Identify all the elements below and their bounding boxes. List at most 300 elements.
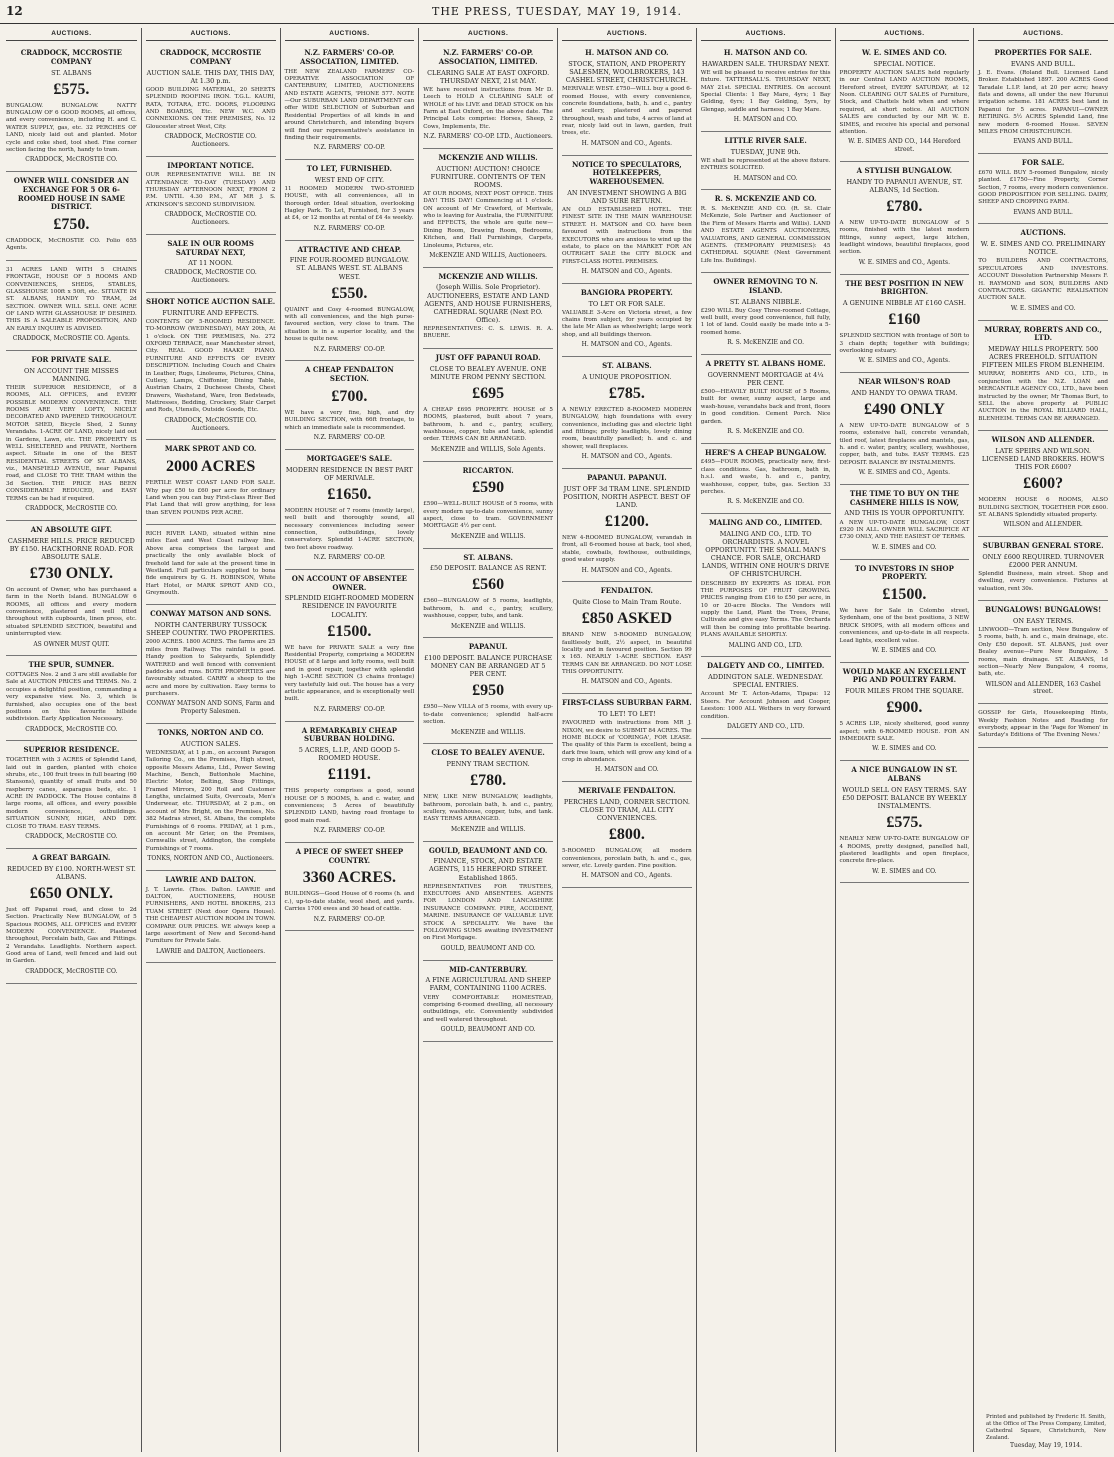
ad-signature: N.Z. FARMERS' CO-OP. <box>313 224 385 232</box>
advertisement <box>285 450 415 570</box>
ad-subheading: CLOSE TO BEALEY AVENUE. ONE MINUTE FROM PENNY SECTION. <box>429 364 547 381</box>
ad-signature: H. MATSON and CO., Agents. <box>581 453 673 461</box>
ad-signature: H. MATSON and CO., Agents. <box>581 341 673 349</box>
ad-body: A NEWLY ERECTED 8-ROOMED MODERN BUNGALOW, high foundations with every convenience, including gas and electric light and fittings; pretty leadlights, lovely dining room, beautifully panelled; h. and c. and shower, wall fireplaces. <box>562 406 692 450</box>
ad-body: 31 ACRES LAND WITH 5 CHAINS FRONTAGE, HOUSE OF 5 ROOMS AND CONVENIENCES, SHEDS, STABLES, GLASSHOUSE 100ft x 50ft, etc. SITUATE IN ST. ALBANS, HANDY TO TRAM, 2d SECTION. OWNER WILL SELL ONE ACRE OF LAND WITH GLASSHOUSE IF DESIRED. THIS IS A SALEABLE PROPOSITION, AND AN EARLY INQUIRY IS ADVISED. <box>6 266 137 332</box>
ad-price: £1200. <box>604 513 649 531</box>
ad-price: £575. <box>886 814 923 832</box>
ad-price: £490 ONLY <box>863 400 945 418</box>
ad-heading: IMPORTANT NOTICE. <box>167 160 254 170</box>
ad-subheading: ON ACCOUNT THE MISSES MANNING. <box>24 366 119 383</box>
ad-body: £950—New VILLA of 5 rooms, with every up-to-date convenience; splendid half-acre section. <box>423 704 553 726</box>
ad-signature: W. E. SIMES and CO. <box>1010 304 1076 312</box>
advertisement <box>562 782 692 888</box>
ad-body: J. E. Evans. (Roland Bull. Licensed Land Broker. Established 1897. 200 ACRES Good Taradale L.I.P. land, at 20 per acre; heavy flats and downs, all under the new Hurunui irrigation scheme. 181 ACRES best land in Papanui for 5 acres. PAPANUI—OWNER RETIRING. 5½ ACRES Splendid Land, fine new modern 6-roomed House. SEVEN MILES FROM CHRISTCHURCH. <box>978 69 1108 135</box>
advertisement <box>423 268 553 349</box>
column-header: AUCTIONS. <box>562 28 692 41</box>
advertisement <box>701 355 831 444</box>
ad-heading: CONWAY MATSON AND SONS. <box>150 609 272 619</box>
ad-body: £495—FOUR ROOMS, practically new, first-class conditions. Gas, bathroom, bath in, h.s.l. and waste, h. and c., pantry, washhouse, copper, tubs, gas. Section 33 perches. <box>700 459 831 495</box>
ad-signature: McKENZIE and WILLIS, Sole Agents. <box>430 445 546 453</box>
ad-body: WE have a very fine, high, and dry BUILDING SECTION, with 66ft frontage, to which an immediate sale is recommended. <box>284 409 415 431</box>
ad-subheading: ADDINGTON SALE. WEDNESDAY. SPECIAL ENTRIES. <box>708 673 824 690</box>
ad-subheading: NORTH CANTERBURY TUSSOCK SHEEP COUNTRY. TWO PROPERTIES. <box>146 621 276 638</box>
advertisement <box>701 190 831 273</box>
ad-price: £160 <box>888 311 921 329</box>
ad-signature: CRADDOCK, McCROSTIE CO. Auctioneers. <box>164 133 257 148</box>
ad-signature: McKENZIE and WILLIS. <box>450 532 526 540</box>
ad-body: WEDNESDAY, at 1 p.m., on account Paragon Tailoring Co., on the Premises, High street, opposite Messrs Adams, Ltd., Power Sewing Machine, Bench, Buttonhole Machine, Electric Motor, Belting, Shop Fittings, Framed Mirrors, 200 Roll and Customer Lengths, unclaimed Suits, Overcoats, Men's Underwear, etc. THURSDAY, at 2 p.m., on account of Mrs Bright, on the Premises, No. 382 Madras street, St. Albans, the complete Furnishings of 6 rooms. FRIDAY, at 1 p.m., on account Mr Grier, on the Premises, Cornwallis street, Addington, the complete Furnishings of 7 rooms. <box>145 749 276 852</box>
ad-body: 5 ACRES LIP., nicely sheltered, good sunny aspect; with 6-ROOMED HOUSE. FOR AN IMMEDIATE SALE. <box>839 721 970 743</box>
advertisement <box>423 462 553 549</box>
ad-subheading: £50 DEPOSIT. BALANCE AS RENT. <box>429 564 547 573</box>
ad-heading: N.Z. FARMERS' CO-OP. ASSOCIATION, LIMITED. <box>299 48 399 66</box>
advertisement <box>423 744 553 841</box>
ad-subheading: HAWARDEN SALE. THURSDAY NEXT. <box>701 59 830 68</box>
ad-price: £950 <box>472 682 505 700</box>
ad-signature: H. MATSON and CO., Agents. <box>581 872 673 880</box>
advertisement <box>840 761 970 883</box>
advertisement <box>6 172 137 261</box>
ad-subheading: AN INVESTMENT SHOWING A BIG AND SURE RETURN. <box>567 188 687 205</box>
ad-body: AT OUR ROOMS, NEXT POST OFFICE. THIS DAY! THIS DAY! Commencing at 1 o'clock. ON account of Mr Crawford, of Merivale, who is leaving for Australia, the FURNITURE and EFFECTS, the whole are quite new—Dining Room, Drawing Room, Bedrooms, Kitchen, and Hall Furnishings, Carpets, Linoleums, Pictures, etc. <box>423 190 553 249</box>
ad-price: £1650. <box>327 485 372 503</box>
ad-subheading: MODERN RESIDENCE IN BEST PART OF MERIVALE. <box>285 465 413 482</box>
advertisement <box>146 525 276 605</box>
ad-heading: MERIVALE FENDALTON. <box>578 786 676 796</box>
ad-heading: MORTGAGEE'S SALE. <box>306 453 393 463</box>
ad-heading: FOR SALE. <box>1021 158 1065 168</box>
ad-signature: DALGETY AND CO., LTD. <box>726 722 805 730</box>
ad-body: NEARLY NEW UP-TO-DATE BUNGALOW OF 4 ROOMS, pretty designed, panelled hall, plastered leadlights and open fireplace, concrete fire-place. <box>839 836 970 865</box>
advertisement <box>562 582 692 694</box>
ad-signature: R. S. McKENZIE and CO. <box>727 427 804 435</box>
ad-heading: LITTLE RIVER SALE. <box>724 135 807 145</box>
ad-subheading: MALING AND CO., LTD. TO ORCHARDISTS. A NOVEL OPPORTUNITY. THE SMALL MAN'S CHANCE. FOR SALE, ORCHARD LANDS, WITHIN ONE HOUR'S DRIVE OF CHRISTCHURCH. <box>701 529 830 579</box>
column-7 <box>835 28 974 1452</box>
ad-price: £550. <box>331 284 368 302</box>
ad-subheading: PERCHES LAND, CORNER SECTION. CLOSE TO TRAM, ALL CITY CONVENIENCES. <box>563 797 690 823</box>
advertisement <box>562 44 692 156</box>
advertisement <box>562 156 692 284</box>
ad-signature: N.Z. FARMERS' CO-OP. LTD., Auctioneers. <box>423 133 553 140</box>
ad-signature: CRADDOCK, McCROSTIE CO. Auctioneers. <box>164 211 257 227</box>
ad-heading: CRADDOCK, MCCROSTIE COMPANY <box>20 48 123 66</box>
ad-signature: McKENZIE AND WILLIS, Auctioneers. <box>429 251 547 259</box>
ad-signature: McKENZIE and WILLIS. <box>450 728 526 736</box>
ad-signature: WILSON and ALLENDER, 163 Cashel street. <box>985 680 1101 696</box>
ad-subheading: GOVERNMENT MORTGAGE at 4¼ PER CENT. <box>707 370 824 387</box>
ad-subheading: MEDWAY HILLS PROPERTY. 500 ACRES FREEHOLD. SITUATION FIFTEEN MILES FROM BLENHEIM. <box>981 345 1105 370</box>
ad-body: A NEW UP-TO-DATE BUNGALOW of 5 rooms, finished with the latest modern fittings, sunny aspect, large kitchen, leadlight windows, beautiful fireplaces, good section. <box>839 219 970 256</box>
newspaper-title: THE PRESS, TUESDAY, MAY 19, 1914. <box>432 5 682 18</box>
ad-price: £780. <box>470 772 507 790</box>
ad-price: £600? <box>1023 475 1064 493</box>
ad-body: CONTENTS OF 5-ROOMED RESIDENCE. TO-MORROW (WEDNESDAY), MAY 20th, At 1 o'clock. ON THE PREMISES, No. 272 OXFORD TERRACE, near Manchester street, City. REAL GOOD HAAKE PIANO. FURNITURE AND EFFECTS OF EVERY DESCRIPTION. Including Couch and Chairs in Leather, Rugs, Linoleums, Pictures, China, Cutlery, Lamps, Chiffonier, Dining Table, Austrian Chairs, 2 Duchesse Chests, Chest Drawers, Washstand, Ware, Iron Bedsteads, Mattresses, Bedding, Crockery, Stair Carpet and Rods, Utensils, Outside Goods, Etc. <box>145 318 276 414</box>
ad-body: REPRESENTATIVES FOR TRUSTEES, EXECUTORS AND ABSENTEES. AGENTS FOR LONDON AND LANCASHIRE INSURANCE COMPANY. FIRE, ACCIDENT, MARINE. INSURANCE OF VALUABLE LIVE STOCK A SPECIALITY. We have the FOLLOWING SUMS awaiting INVESTMENT on First Mortgage. <box>423 883 553 942</box>
ad-subheading: TO LET OR FOR SALE. <box>588 299 666 308</box>
ad-signature: N.Z. FARMERS' CO-OP. <box>313 554 385 562</box>
ad-body: £290 WILL Buy Cosy Three-roomed Cottage, well built, every good convenience, full fully, 1 lot of land. Could easily be made into a 5-roomed home. <box>700 307 831 336</box>
ad-body: REPRESENTATIVES: C. S. LEWIS. R. A. BRUERE. <box>423 326 553 340</box>
ad-price: £590 <box>472 479 505 497</box>
ad-body: TOGETHER with 3 ACRES of Splendid Land, laid out in garden, planted with choice shrubs, etc., 100 fruit trees in full bearing (60 Stansons), quantity of small fruits and 50 raspberry canes, asparagus beds, etc. 1 ACRE IN PADDOCK. The House contains 8 large rooms, all offices, and every possible modern convenience, outbuildings. SITUATION SUNNY, HIGH, AND DRY. CLOSE TO TRAM. EASY TERMS. <box>6 757 137 830</box>
ad-price: 2000 ACRES <box>165 458 256 476</box>
advertisement <box>978 601 1108 704</box>
ad-subheading: £100 DEPOSIT. BALANCE PURCHASE MONEY CAN BE ARRANGED AT 5 PER CENT. <box>424 654 553 679</box>
ad-signature: CRADDOCK, McCROSTIE CO. <box>25 725 118 733</box>
ad-body: R. S. McKENZIE AND CO. (R. St. Clair McKenzie, Sole Partner and Auctioneer of the Firm of Messrs Harris and Willis). LAND AND ESTATE AGENTS AUCTIONEERS, VALUATORS, AND GENERAL COMMISSION AGENTS. (TEMPORARY PREMISES): 45 CATHEDRAL SQUARE (Next Government Life Ins. Buildings). <box>700 206 831 264</box>
ad-heading: MALING AND CO., LIMITED. <box>709 518 823 528</box>
ad-heading: TO LET, FURNISHED. <box>306 164 392 174</box>
column-2 <box>141 28 280 1452</box>
ad-body: OUR REPRESENTATIVE WILL BE IN ATTENDANCE TO-DAY (TUESDAY) AND THURSDAY AFTERNOON NEXT, FROM 2 P.M. UNTIL 4.30 P.M., AT MR J. S. ATKINSON'S SECOND SUBDIVISION. <box>145 172 276 208</box>
ad-body: On account of Owner, who has purchased a farm in the North Island. BUNGALOW 6 ROOMS, all offices and every modern convenience, plastered and well fitted throughout with cupboards, linen press, etc. situated SPLENDID SECTION, beautiful and uninterrupted view. <box>6 586 137 638</box>
column-header: AUCTIONS. <box>423 28 553 41</box>
ad-signature: R. S. McKENZIE and CO. <box>727 498 804 506</box>
ad-heading: W. E. SIMES AND CO. <box>861 48 947 57</box>
advertisement <box>285 361 415 449</box>
ad-heading: MCKENZIE AND WILLIS. <box>438 271 538 281</box>
ad-signature: H. MATSON and CO., Agents. <box>581 139 673 147</box>
column-1 <box>2 28 141 1452</box>
ad-body: FAVOURED with instructions from MR J. NIXON, we desire to SUBMIT 84 ACRES. The HOME BLOCK of 'CORINGA', FOR LEASE. The quality of this Farm is excellent, being a dark free loam, which will grow any kind of a crop in abundance. <box>562 720 692 764</box>
ad-body: TO BUILDERS AND CONTRACTORS, SPECULATORS AND INVESTORS. ACCOUNT Dissolution Partnership Messrs F. H. RAYMOND and SON, BUILDERS AND CONTRACTORS. GIGANTIC REALISATION AUCTION SALE. <box>978 258 1108 302</box>
ad-heading: THE TIME TO BUY ON THE CASHMERE HILLS IS NOW, <box>849 488 959 507</box>
column-header: AUCTIONS. <box>978 28 1108 41</box>
ad-signature: GOULD, BEAUMONT AND CO. <box>440 944 536 952</box>
ad-heading: JUST OFF PAPANUI ROAD. <box>435 352 541 362</box>
advertisement <box>423 44 553 149</box>
ad-heading: A PIECE OF SWEET SHEEP COUNTRY. <box>295 846 404 865</box>
ad-heading: OWNER WILL CONSIDER AN EXCHANGE FOR 5 OR 6-ROOMED HOUSE IN SAME DISTRICT. <box>13 176 129 212</box>
ad-body: Splendid Business, main street. Shop and dwelling, every convenience. Fixtures at valuation, rent 30s. <box>978 571 1108 592</box>
ad-body: MODERN HOUSE 6 ROOMS, ALSO BUILDING SECTION, TOGETHER FOR £600. ST. ALBANS Splendidly situated property. <box>978 497 1108 518</box>
advertisement <box>285 570 415 722</box>
advertisement <box>840 275 970 374</box>
ad-price: £850 ASKED <box>581 610 672 628</box>
ad-body: J. T. Lawrie. (Thos. Dalton. LAWRIE and DALTON, AUCTIONEERS, HOUSE FURNISHERS, AND HOTEL BROKERS, 213 TUAM STREET (Next door Opera House). THE CHEAPEST AUCTION ROOM IN TOWN. COMPARE OUR PRICES. WE always keep a large assortment of New and Second-hand Furniture for Private Sale. <box>145 886 276 945</box>
ad-body: THEIR SUPERIOR RESIDENCE, of 8 ROOMS, ALL OFFICES, and EVERY POSSIBLE MODERN CONVENIENCE. THE ROOMS ARE VERY LOFTY, NICELY DECORATED AND PAPERED THROUGHOUT. MOTOR SHED, Bicycle Shed, 2 Sunny Verandahs. 1-ACRE OF LAND, nicely laid out in Gardens, Lawn, etc. THE PROPERTY IS WELL SHELTERED and PRIVATE, Northern aspect. Situate in one of the BEST RESIDENTIAL STREETS OF ST. ALBANS, viz., MANSFIELD AVENUE, near Papanui road, and CLOSE TO THE TRAM within the 3d Section. THE PRICE HAS BEEN CONSIDERABLY REDUCED, and EASY TERMS can be had if required. <box>6 384 137 502</box>
advertisement <box>6 521 137 657</box>
ad-body: We have for Sale in Colombo street, Sydenham, one of the best positions, 3 NEW BRICK SHOPS, with all modern offices and conveniences, and up-to-date in all respects. Lead lights, excellent value. <box>839 608 970 644</box>
ad-heading: THE SPUR, SUMNER. <box>28 660 115 670</box>
column-header: AUCTIONS. <box>840 28 970 41</box>
ad-heading: FENDALTON. <box>600 586 653 596</box>
ad-heading: TO INVESTORS IN SHOP PROPERTY. <box>854 563 954 582</box>
ad-heading: CLOSE TO BEALEY AVENUE. <box>431 748 545 758</box>
ad-body: VERY COMFORTABLE HOMESTEAD, comprising 6-roomed dwelling, all necessary outbuildings, etc. Conveniently subdivided and well watered throughout. <box>423 994 553 1023</box>
ad-subheading: AUCTION SALE. THIS DAY, THIS DAY, At 1.30 p.m. <box>146 68 275 85</box>
imprint <box>986 1414 1106 1449</box>
ad-body: COTTAGES Nos. 2 and 3 are still available for Sale at AUCTION PRICES and TERMS. No. 2 occupies a delightful position, commanding a very expansive view. No. 3, which is furnished, also occupies one of the best positions on this favourite hillside subdivision. Early Application Necessary. <box>6 672 137 723</box>
ad-body: NEW 4-ROOMED BUNGALOW, verandah in front, all 6-roomed house at back, tool shed, stable, cowbails, fowlhouse, outbuildings, good water supply. <box>562 535 692 564</box>
advertisement <box>6 351 137 521</box>
ad-subheading: ST. ALBANS <box>51 68 92 77</box>
ad-signature: W. E. SIMES AND CO., 144 Hereford street. <box>848 138 961 154</box>
advertisement <box>840 373 970 485</box>
advertisement <box>146 293 276 440</box>
ad-subheading: A GENUINE NIBBLE AT £160 CASH. <box>842 299 966 308</box>
ad-subheading: TO LET! TO LET! <box>598 710 656 719</box>
ad-price: £1500. <box>327 622 372 640</box>
column-header: AUCTIONS. <box>6 28 137 41</box>
ad-subheading: STOCK, STATION, AND PROPERTY SALESMEN, WOOLBROKERS, 143 CASHEL STREET, CHRISTCHURCH. <box>565 59 688 84</box>
ad-signature: N.Z. FARMERS' CO-OP. <box>313 915 385 923</box>
advertisement <box>978 321 1108 432</box>
ad-heading: ST. ALBANS. <box>602 361 652 371</box>
ad-body: DESCRIBED BY EXPERTS AS IDEAL FOR THE PURPOSES OF FRUIT GROWING. PRICES ranging from £16 to £50 per acre, in 10 or 20-acre Blocks. The Vendors will supply the Land, Plant the Trees, Prune, Cultivate and give easy Terms. The Orchards will then be coming into profitable bearing. PLANS AVAILABLE SHORTLY. <box>700 580 831 639</box>
ad-heading: OWNER REMOVING TO N. ISLAND. <box>713 277 818 295</box>
ad-subheading: SPLENDID EIGHT-ROOMED MODERN RESIDENCE IN FAVOURITE LOCALITY. <box>284 594 414 619</box>
advertisement <box>978 224 1108 320</box>
ad-signature: AS OWNER MUST QUIT. <box>33 640 110 648</box>
ad-body: 5-ROOMED BUNGALOW, all modern conveniences, porcelain bath, h. and c., gas, sewer, etc. Lovely garden. Fine position. <box>562 848 692 870</box>
imprint-date: Tuesday, May 19, 1914. <box>1010 1442 1082 1449</box>
ad-signature: N.Z. FARMERS' CO-OP. <box>313 144 385 152</box>
ad-heading: RICCARTON. <box>462 465 514 475</box>
column-header: AUCTIONS. <box>285 28 415 41</box>
ad-heading: MARK SPROT AND CO. <box>164 444 257 454</box>
column-6 <box>696 28 835 1452</box>
ad-subheading: ONLY £600 REQUIRED. TURNOVER £2000 PER ANNUM. <box>982 552 1104 569</box>
column-header: AUCTIONS. <box>701 28 831 41</box>
ad-subheading: ST. ALBANS NIBBLE. <box>729 297 802 306</box>
ad-heading: A NICE BUNGALOW IN ST. ALBANS <box>851 765 958 783</box>
ad-price: £650 ONLY. <box>29 884 114 902</box>
ad-body: THE NEW ZEALAND FARMERS' CO-OPERATIVE ASSOCIATION OF CANTERBURY, LIMITED, AUCTIONEERS AND ESTATE AGENTS, 'PHONE 577. NOTE—Our SUBURBAN LAND DEPARTMENT can offer WIDE SELECTION of Suburban and Residential Properties of all kinds in and around Christchurch, and intending buyers will find our representative's assistance in finding their requirements. <box>284 68 415 141</box>
ad-signature: W. E. SIMES and CO. <box>872 745 937 753</box>
column-4 <box>418 28 557 1452</box>
advertisement <box>978 431 1108 537</box>
advertisement <box>840 560 970 663</box>
advertisement <box>562 694 692 782</box>
ad-body: AN OLD ESTABLISHED HOTEL. THE FINEST SITE IN THE MAIN WAREHOUSE STREET. H. MATSON and CO. have been favoured with instructions from the EXECUTORS who are anxious to wind up the estate, to place on the MARKET FOR AN OUTRIGHT SALE the CITY BLOCK and FIRST-CLASS HOTEL PREMISES. <box>562 207 692 265</box>
ad-body: VALUABLE 3-Acre on Victoria street, a few chains from subject, for years occupied by the late Mr Allan as wheelwright; large work shop, and all buildings thereon. <box>562 309 692 338</box>
ad-body: FERTILE WEST COAST LAND FOR SALE. Why pay £50 to £60 per acre for ordinary Land when you can buy First-class River Bed Flat Land that will grow anything, for less than SEVEN POUNDS PER ACRE. <box>145 480 276 516</box>
ad-subheading: W. E. SIMES AND CO. PRELIMINARY NOTICE. <box>980 240 1106 257</box>
ad-price: £700. <box>331 387 368 405</box>
ad-subheading: WOULD SELL ON EASY TERMS. SAY £50 DEPOSIT. BALANCE BY WEEKLY INSTALMENTS. <box>841 785 967 810</box>
ad-heading: ATTRACTIVE AND CHEAP. <box>297 244 402 254</box>
ad-body: BRAND NEW 5-ROOMED BUNGALOW, faultlessly built, 2½ aspect, in beautiful locality and in favoured position. Section 99 x 165. NEARLY 1-ACRE SECTION. EASY TERMS CAN BE ARRANGED. DO NOT LOSE THIS OPPORTUNITY. <box>562 632 692 676</box>
advertisement <box>423 349 553 462</box>
ad-body: £500—HEAVILY BUILT HOUSE of 5 Rooms, built for owner, sunny aspect, large and wash-house, verandahs back and front, floors in good condition. Cement Porch. Nice garden. <box>700 389 831 425</box>
advertisement <box>701 444 831 514</box>
ad-body: NEW, LIKE NEW BUNGALOW, leadlights, bathroom, porcelain bath, h. and c., pantry, scullery, washhouse, copper, tubs, and tank. EASY TERMS ARRANGED. <box>423 794 553 823</box>
advertisement <box>6 741 137 848</box>
ad-signature: EVANS AND BULL. <box>1013 138 1073 146</box>
ad-signature: WILSON and ALLENDER. <box>1003 521 1083 529</box>
ad-signature: CRADDOCK, McCROSTIE CO. <box>25 832 118 840</box>
ad-subheading: A FINE AGRICULTURAL AND SHEEP FARM, CONTAINING 1100 ACRES. <box>425 976 551 993</box>
ad-signature: LAWRIE and DALTON, Auctioneers. <box>156 947 266 955</box>
ad-body: MURRAY, ROBERTS AND CO., LTD., in conjunction with the N.Z. LOAN and MERCANTILE AGENCY CO., LTD., have been instructed by the owner, Mr Thomas Burt, to SELL the above property at PUBLIC AUCTION in the ROYAL BILLIARD HALL, BLENHEIM. TERMS CAN BE ARRANGED. <box>978 371 1108 422</box>
ad-heading: NEAR WILSON'S ROAD <box>858 377 951 387</box>
advertisement <box>146 871 276 964</box>
advertisement <box>701 657 831 738</box>
advertisement <box>423 961 553 1042</box>
ad-heading: SHORT NOTICE AUCTION SALE. <box>146 297 276 307</box>
ad-heading: PAPANUI. <box>468 642 508 652</box>
advertisement <box>562 469 692 582</box>
ad-subheading: LATE SPEIRS AND WILSON. LICENSED LAND BROKERS. HOW'S THIS FOR £600? <box>981 446 1105 472</box>
ad-signature: H. MATSON and CO., Agents. <box>581 268 673 276</box>
ad-heading: SALE IN OUR ROOMS SATURDAY NEXT, <box>167 238 254 257</box>
advertisement <box>840 162 970 275</box>
ad-body: LINWOOD—Tram section, New Bungalow of 5 rooms, bath, h. and c., main drainage, etc. Only £50 deposit. ST. ALBANS, just over Bealey avenue—Pure New Bungalow, 5 rooms, main drainage. ST. ALBANS, 1d section—Nearly New Bungalow, 4 rooms, bath, etc. <box>978 627 1108 678</box>
ad-heading: R. S. MCKENZIE AND CO. <box>714 194 817 204</box>
ad-heading: AN ABSOLUTE GIFT. <box>30 524 113 534</box>
ad-price: £900. <box>886 699 923 717</box>
ad-signature: H. MATSON and CO. <box>733 174 798 182</box>
ad-heading: ST. ALBANS. <box>463 552 513 562</box>
advertisement <box>423 842 553 961</box>
masthead <box>0 0 1114 24</box>
ad-body: A NEW UP-TO-DATE BUNGALOW, COST £920 IN ALL. OWNER WILL SACRIFICE AT £730 ONLY, AND THE EASIEST OF TERMS. <box>839 519 970 541</box>
ad-subheading: REDUCED BY £100. NORTH-WEST ST. ALBANS. <box>6 864 136 881</box>
advertisement <box>840 485 970 560</box>
advertisement <box>840 663 970 762</box>
page-number: 12 <box>6 4 23 18</box>
ad-price: £785. <box>608 384 645 402</box>
ad-subheading: AND HANDY TO OPAWA TRAM. <box>851 388 958 397</box>
advertisement <box>6 849 137 984</box>
imprint-text: Printed and published by Frederic H. Smith, at the Office of The Press Company, Limited, Cathedral Square, Christchurch, New Zealand. <box>986 1413 1107 1441</box>
ad-body: A NEW UP-TO-DATE BUNGALOW of 5 rooms, extensive hall, concrete verandah, tiled roof, latest fireplaces and mantels, gas, h. and c. water, pantry, scullery, washhouse, copper, bath, and tubs. EASY TERMS. £25 DEPOSIT. BALANCE BY INSTALMENTS. <box>839 422 970 466</box>
ad-signature: CRADDOCK, McCROSTIE CO. <box>25 504 118 512</box>
ad-heading: NOTICE TO SPECULATORS, HOTELKEEPERS, WAREHOUSEMEN. <box>572 159 682 187</box>
ad-signature: CRADDOCK, McCROSTIE CO. Auctioneers. <box>164 416 257 432</box>
ad-subheading: AND THIS IS YOUR OPPORTUNITY. <box>844 509 965 518</box>
ad-heading: PROPERTIES FOR SALE. <box>994 48 1092 57</box>
ad-heading: AUCTIONS. <box>1020 228 1066 238</box>
ad-subheading: 5 ACRES, L.I.P., AND GOOD 5-ROOMED HOUSE. <box>298 746 400 763</box>
ad-heading: A GREAT BARGAIN. <box>32 852 111 862</box>
ad-subheading: PENNY TRAM SECTION. <box>446 760 530 769</box>
ad-heading: DALGETY AND CO., LIMITED. <box>706 661 825 671</box>
ad-price: £1500. <box>882 586 927 604</box>
ad-subheading: CASHMERE HILLS. PRICE REDUCED BY £150. HACKTHORNE ROAD. FOR ABSOLUTE SALE. <box>7 536 135 561</box>
ad-body: PROPERTY AUCTION SALES held regularly in our Central LAND AUCTION ROOMS, Hereford street, EVERY SATURDAY, at 12 Noon. CLEARING OUT SALES of Furniture, Stock, and Chattels held when and where required, at short notice. All AUCTION SALES are conducted by our MR W. E. SIMES, and receive his special and personal attention. <box>839 69 970 135</box>
ad-body: Just off Papanui road, and close to 2d Section. Practically New BUNGALOW, of 5 Spacious ROOMS, ALL OFFICES and EVERY MODERN CONVENIENCE. Plastered throughout, Porcelain bath, Gas and Fittings. 2 Verandahs. Leadlights. Northern aspect. Good area of Land, well fenced and laid out in Garden. <box>6 906 137 965</box>
ad-heading: H. MATSON AND CO. <box>585 48 669 57</box>
ad-heading: LAWRIE AND DALTON. <box>165 874 256 884</box>
advertisement <box>562 284 692 357</box>
ad-heading: H. MATSON AND CO. <box>723 48 808 57</box>
ad-body: SPLENDID SECTION with frontage of 50ft to 3 chain depth; together with buildings; overlooking estuary. <box>839 333 970 354</box>
ad-signature: W. E. SIMES and CO., Agents. <box>858 469 950 477</box>
ad-heading: THE BEST POSITION IN NEW BRIGHTON. <box>845 278 964 297</box>
advertisement <box>562 357 692 469</box>
ad-body: RICH RIVER LAND, situated within nine miles East and West Coast railway line. Above area comprises the largest and practically the only available block of freehold land for sale at the present time in Westland. Full particulars supplied to bona fide enquirers by G. H. ROBINSON, White Hart Hotel, or MARK SPROT AND CO., Greymouth. <box>145 531 276 596</box>
advertisement <box>146 157 276 235</box>
advertisement <box>285 160 415 241</box>
ad-signature: H. MATSON and CO., Agents. <box>581 566 673 574</box>
ad-price: 3360 ACRES. <box>302 869 397 887</box>
ad-signature: CRADDOCK, McCROSTIE CO. Auctioneers. <box>164 269 257 285</box>
ad-body: WE will be pleased to receive entries for this fixture. TATTERSALL'S. THURSDAY NEXT, MAY 21st. SPECIAL ENTRIES. On account Special Clients: 1 Bay Mare, 4yrs; 1 Bay Gelding, 6yrs; 1 Bay Gelding, 5yrs, by Glengap, saddle and harness; 1 Bay Mare. <box>700 69 831 113</box>
ad-body: WE have for PRIVATE SALE a very fine Residential Property, comprising a MODERN HOUSE of 8 large and lofty rooms, well built and in good repair, together with splendid high 1-ACRE SECTION (3 chains frontage) very tastefully laid out. The house has a very artistic appearance, and is exceptionally well built. <box>284 644 415 703</box>
ad-signature: H. MATSON and CO., Agents. <box>581 678 673 686</box>
ad-body: Account Mr T. Acton-Adams, Tipapa: 12 Steers. For Account Johnson and Cooper, Leeston: 1000 ALL Wethers in very forward condition. <box>700 691 831 720</box>
ad-heading: FIRST-CLASS SUBURBAN FARM. <box>562 698 692 708</box>
ad-heading: A PRETTY ST. ALBANS HOME. <box>705 359 826 369</box>
ad-signature: N.Z. FARMERS' CO-OP. <box>313 434 385 442</box>
ad-heading: FOR PRIVATE SALE. <box>31 354 112 364</box>
ad-price: £560 <box>472 576 505 594</box>
advertisement <box>146 724 276 871</box>
ad-body: QUAINT and Cosy 4-roomed BUNGALOW, with all conveniences, and the high purse-favoured section, very close to tram. The situation is in a superior locality, and the house is quite new. <box>284 306 415 343</box>
ad-subheading: SPECIAL NOTICE. <box>873 59 936 68</box>
ad-heading: GOULD, BEAUMONT AND CO. <box>428 845 548 855</box>
columns-grid <box>2 28 1112 1452</box>
ad-price: £750. <box>53 216 90 234</box>
ad-heading: SUPERIOR RESIDENCE. <box>23 745 120 755</box>
ad-price: £780. <box>886 197 923 215</box>
ad-body: GOOD BUILDING MATERIAL, 20 SHEETS SPLENDID ROOFING IRON. T.G.L. KAURI, RATA, TOTARA, ETC. DOORS, FLOORING AND BOARDS, Etc. NEW W.C. AND CONNEXIONS. ON THE PREMISES, No. 12 Gloucester street West, City. <box>145 86 276 130</box>
ad-signature: W. E. SIMES and CO., Agents. <box>858 258 950 266</box>
ad-price: £695 <box>472 384 505 402</box>
ad-heading: SUBURBAN GENERAL STORE. <box>982 541 1104 551</box>
column-5 <box>557 28 696 1452</box>
advertisement <box>701 44 831 132</box>
ad-signature: McKENZIE and WILLIS. <box>450 622 526 630</box>
ad-subheading: CLEARING SALE AT EAST OXFORD. THURSDAY NEXT, 21st MAY. <box>427 68 550 85</box>
ad-heading: MURRAY, ROBERTS AND CO., LTD. <box>984 324 1102 343</box>
ad-heading: A STYLISH BUNGALOW. <box>856 165 953 175</box>
ad-body: MODERN HOUSE of 7 rooms (mostly large), well built and thoroughly sound, all necessary conveniences including sewer connection, outbuildings, lovely conservatory. Splendid 1-ACRE SECTION, two feet above roadway. <box>284 507 415 551</box>
ad-heading: WOULD MAKE AN EXCELLENT PIG AND POULTRY FARM. <box>842 666 966 685</box>
ad-signature: N.Z. FARMERS' CO-OP. <box>313 827 385 835</box>
ad-signature: W. E. SIMES and CO., Agents. <box>858 357 950 365</box>
ad-heading: A CHEAP FENDALTON SECTION. <box>304 365 394 384</box>
advertisement <box>423 149 553 268</box>
advertisement <box>701 514 831 657</box>
ad-body: THIS property comprises a good, sound HOUSE OF 5 ROOMS, h. and c. water, and conveniences; 5 Acres of beautifully SPLENDID LAND, having road frontage to good main road. <box>284 788 415 824</box>
ad-subheading: AT 11 NOON. <box>188 259 233 268</box>
ad-price: £800. <box>608 826 645 844</box>
ad-price: £730 ONLY. <box>29 564 114 582</box>
ad-heading: CRADDOCK, MCCROSTIE COMPANY <box>159 48 262 66</box>
ad-signature: CRADDOCK, McCROSTIE CO. <box>25 156 118 164</box>
ad-subheading: AUCTION SALES. <box>180 739 241 748</box>
ad-signature: EVANS AND BULL. <box>1013 208 1073 216</box>
ad-heading: A REMARKABLY CHEAP SUBURBAN HOLDING. <box>301 725 398 744</box>
ad-subheading: WEST END OF CITY. <box>314 175 385 184</box>
ad-heading: BANGIORA PROPERTY. <box>580 287 673 297</box>
ad-subheading: FOUR MILES FROM THE SQUARE. <box>844 687 964 696</box>
ad-body: £670 WILL BUY 5-roomed Bungalow, nicely planted. £1750—Fine Property, Corner Section, 7 rooms, every modern convenience. GOOD PROPOSITION FOR SELLING. DAIRY, SHEEP AND CROPPING FARM. <box>978 169 1108 206</box>
ad-subheading: HANDY TO PAPANUI AVENUE, ST. ALBANS, 1d Section. <box>846 177 963 194</box>
ad-subheading: A UNIQUE PROPOSITION. <box>582 372 672 381</box>
ad-body: WE have received instructions from Mr D. Leech to HOLD A CLEARING SALE of WHOLE of his LIVE and DEAD STOCK on his Farm at East Oxford, on the above date. The Principal Lots comprise: Horses, Sheep, 2 Cows, Implements, Etc. <box>423 86 553 130</box>
ad-signature: N.Z. FARMERS' CO-OP. <box>313 345 385 353</box>
ad-signature: GOULD, BEAUMONT AND CO. <box>440 1026 536 1033</box>
ad-subheading: (Joseph Willis. Sole Proprietor). AUCTIONEERS, ESTATE AND LAND AGENTS, AND HOUSE FURNISHERS, CATHEDRAL SQUARE (Next P.O. Office). <box>424 283 552 324</box>
advertisement <box>701 132 831 190</box>
ad-subheading: FINE FOUR-ROOMED BUNGALOW. ST. ALBANS WEST. ST. ALBANS WEST. <box>289 256 410 281</box>
advertisement <box>146 605 276 724</box>
advertisement <box>6 261 137 351</box>
advertisement <box>285 722 415 843</box>
ad-subheading: ON EASY TERMS. <box>1013 616 1074 625</box>
ad-body: A CHEAP £695 PROPERTY. HOUSE of 5 ROOMS, plastered, built about 7 years, bathroom, h. and c., pantry, scullery, washhouse, copper, tubs and tank, splendid order. TERMS CAN BE ARRANGED. <box>423 406 553 443</box>
ad-body: MERIVALE WEST. £750—WILL buy a good 6-roomed House, with every convenience, concrete foundations, bath, h. and c., pantry and scullery, plastered and papered throughout, wash and tubs, 4 acres of land at rear, nicely laid out in lawn, garden, fruit trees, etc. <box>562 86 692 137</box>
ad-signature: CRADDOCK, McCROSTIE CO. Agents. <box>12 335 130 343</box>
ad-price: £1191. <box>327 766 371 784</box>
advertisement <box>978 704 1108 748</box>
